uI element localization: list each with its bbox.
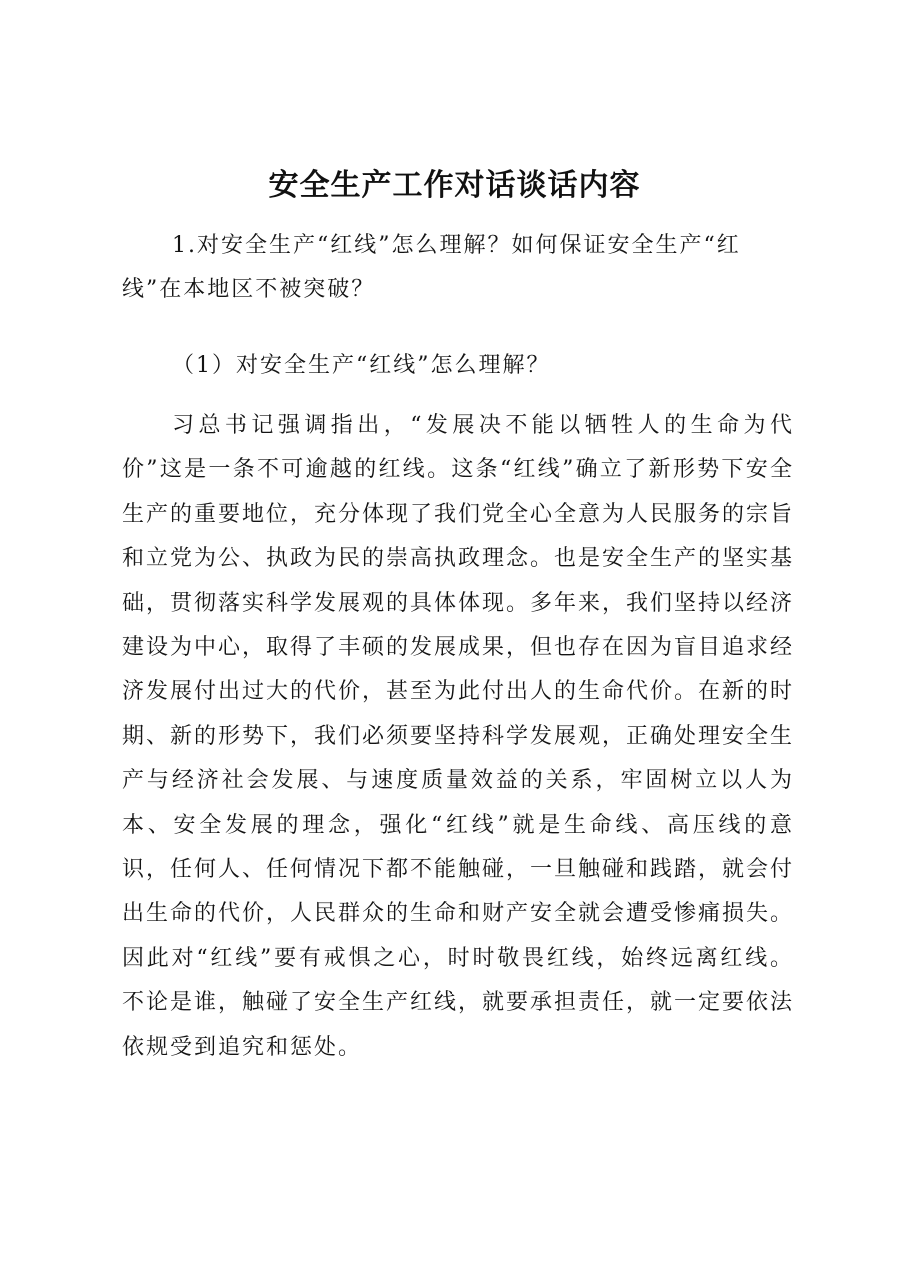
answer-paragraph: 习总书记强调指出，“发展决不能以牺牲人的生命为代价”这是一条不可逾越的红线。这条“红线”确立了新形势下安全生产的重要地位，充分体现了我们党全心全意为人民服务的宗旨和立党为公、执政为民的崇高执政理念。也是安全生产的坚实基础，贯彻落实科学发展观的具体体现。多年来，我们坚持以经济建设为中心，取得了丰硕的发展成果，但也存在因为盲目追求经济发展付出过大的代价，甚至为此付出人的生命代价。在新的时期、新的形势下，我们必须要坚持科学发展观，正确处理安全生产与经济社会发展、与速度质量效益的关系，牢固树立以人为本、安全发展的理念，强化“红线”就是生命线、高压线的意识，任何人、任何情况下都不能触碰，一旦触碰和践踏，就会付出生命的代价，人民群众的生命和财产安全就会遭受惨痛损失。因此对“红线”要有戒惧之心，时时敬畏红线，始终远离红线。不论是谁，触碰了安全生产红线，就要承担责任，就一定要依法依规受到追究和惩处。 (122, 413, 795, 1060)
document-title: 安全生产工作对话谈话内容 (268, 168, 641, 203)
question-paragraph: 1.对安全生产“红线”怎么理解？如何保证安全生产“红线”在本地区不被突破？ (122, 233, 741, 302)
sub-question-heading: （1）对安全生产“红线”怎么理解？ (172, 353, 551, 378)
